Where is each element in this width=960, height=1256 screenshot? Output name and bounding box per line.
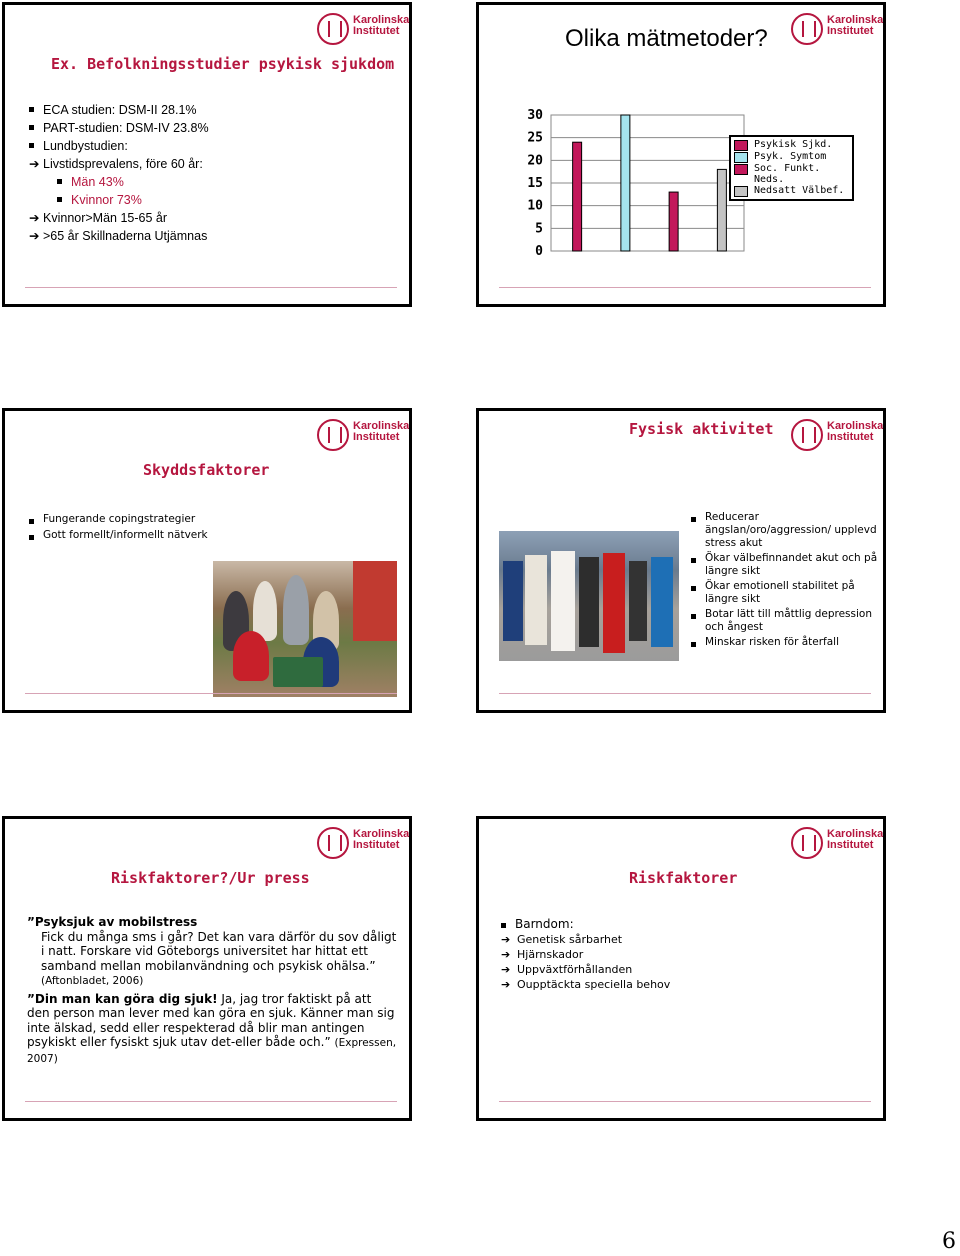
seal-icon xyxy=(791,13,823,45)
slide-content xyxy=(29,101,209,245)
slide-title: Riskfaktorer?/Ur press xyxy=(111,869,310,887)
arrow-icon: ➔ xyxy=(501,948,511,961)
bar-4 xyxy=(717,169,726,251)
logo-text: Karolinska Institutet xyxy=(353,14,410,37)
quote-text: Fick du många sms i går? Det kan vara därför du sov dåligt i natt. Forskare vid Göteborgs universitet har hittat ett samband mellan mobilanvändning och psykisk ohälsa.” (Aftonbladet, 2006) xyxy=(41,929,397,987)
slide-skyddsfaktorer xyxy=(2,408,412,713)
seal-icon xyxy=(791,419,823,451)
karolinska-logo xyxy=(791,11,884,49)
y-tick-label: 30 xyxy=(527,108,543,123)
list-item: Gott formellt/informellt nätverk xyxy=(29,529,208,542)
footer-divider xyxy=(499,693,871,694)
list-item: Minskar risken för återfall xyxy=(691,636,881,649)
legend-swatch xyxy=(734,186,748,197)
karolinska-logo xyxy=(791,417,884,455)
footer-divider xyxy=(499,1101,871,1102)
seal-icon xyxy=(791,827,823,859)
sub-item: ➔ Kvinnor>Män 15-65 år xyxy=(29,211,168,225)
y-tick-label: 15 xyxy=(527,176,543,191)
slide-riskfaktorer-press xyxy=(2,816,412,1121)
slide-befolkningsstudier xyxy=(2,2,412,307)
chart-legend xyxy=(729,135,854,201)
photo-runners xyxy=(499,531,679,661)
list-item: Ökar emotionell stabilitet på längre sikt xyxy=(691,580,881,606)
legend-swatch xyxy=(734,164,748,175)
legend-swatch xyxy=(734,152,748,163)
list-item: Fungerande copingstrategier xyxy=(29,513,208,526)
sub-item: ➔ Uppväxtförhållanden xyxy=(501,963,633,976)
list-item: Barndom: xyxy=(501,917,670,932)
logo-text: Karolinska Institutet xyxy=(353,828,410,851)
slide-title: Ex. Befolkningsstudier psykisk sjukdom xyxy=(51,55,395,73)
quote-heading: ”Psyksjuk av mobilstress xyxy=(27,915,198,929)
y-tick-label: 20 xyxy=(527,153,543,169)
list-item: Kvinnor 73% xyxy=(57,191,209,209)
sub-item: ➔ Oupptäckta speciella behov xyxy=(501,978,671,991)
page-number: 6 xyxy=(942,1229,956,1254)
arrow-icon: ➔ xyxy=(29,157,40,171)
quote-text: ”Din man kan göra dig sjuk! Ja, jag tror faktiskt på att den person man lever med kan göra en sjuk. Känner man sig inte älskad, sedd eller respekterad då blir man antingen psykiskt eller fysiskt sjuk utav det-eller både och.” (Expressen, 2007) xyxy=(27,991,397,1065)
footer-divider xyxy=(25,693,397,694)
slide-title: Fysisk aktivitet xyxy=(629,420,774,438)
arrow-icon: ➔ xyxy=(501,963,511,976)
legend-item: Soc. Funkt. Neds. xyxy=(734,163,849,185)
photo-card-players xyxy=(213,561,397,697)
legend-item: Psyk. Symtom xyxy=(734,151,849,163)
seal-icon xyxy=(317,827,349,859)
y-tick-label: 0 xyxy=(535,244,543,259)
sub-item: ➔ Genetisk sårbarhet xyxy=(501,933,623,946)
karolinska-logo xyxy=(791,825,884,863)
bullet-list xyxy=(29,513,208,545)
karolinska-logo xyxy=(317,825,410,863)
seal-icon xyxy=(317,13,349,45)
bar-3 xyxy=(669,192,678,251)
sub-item: ➔ Hjärnskador xyxy=(501,948,584,961)
slide-fysisk-aktivitet xyxy=(476,408,886,713)
footer-divider xyxy=(499,287,871,288)
bar-1 xyxy=(573,142,582,251)
slide-content xyxy=(501,917,670,992)
legend-item: Psykisk Sjkd. xyxy=(734,139,849,151)
y-tick-label: 5 xyxy=(535,221,543,237)
legend-item: Nedsatt Välbef. xyxy=(734,185,849,197)
karolinska-logo xyxy=(317,11,410,49)
list-item: ECA studien: DSM-II 28.1% xyxy=(29,101,209,119)
legend-swatch xyxy=(734,140,748,151)
slide-title: Riskfaktorer xyxy=(629,869,738,887)
slide-riskfaktorer xyxy=(476,816,886,1121)
bar-2 xyxy=(621,115,630,251)
list-item: PART-studien: DSM-IV 23.8% xyxy=(29,119,209,137)
footer-divider xyxy=(25,1101,397,1102)
footer-divider xyxy=(25,287,397,288)
slide-title: Skyddsfaktorer xyxy=(143,461,270,479)
press-quotes xyxy=(27,915,397,1066)
list-item: Män 43% xyxy=(57,173,209,191)
slide-matmetoder xyxy=(476,2,886,307)
bullet-list xyxy=(691,511,881,651)
list-item: Botar lätt till måttlig depression och ångest xyxy=(691,608,881,634)
list-item: Reducerar ängslan/oro/aggression/ upplevd stress akut xyxy=(691,511,881,550)
arrow-icon: ➔ xyxy=(501,978,511,991)
logo-text: Karolinska Institutet xyxy=(827,420,884,443)
seal-icon xyxy=(317,419,349,451)
logo-text: Karolinska Institutet xyxy=(827,828,884,851)
list-item: Ökar välbefinnandet akut och på längre sikt xyxy=(691,552,881,578)
sub-item: ➔ Livstidsprevalens, före 60 år: xyxy=(29,157,203,171)
bar-chart xyxy=(509,105,759,265)
y-tick-label: 10 xyxy=(527,198,543,214)
arrow-icon: ➔ xyxy=(501,933,511,946)
list-item: Lundbystudien: xyxy=(29,137,209,155)
sub-item: ➔ >65 år Skillnaderna Utjämnas xyxy=(29,229,208,243)
arrow-icon: ➔ xyxy=(29,211,40,225)
arrow-icon: ➔ xyxy=(29,229,40,243)
y-tick-label: 25 xyxy=(527,130,543,146)
logo-text: Karolinska Institutet xyxy=(353,420,410,443)
karolinska-logo xyxy=(317,417,410,455)
logo-text: Karolinska Institutet xyxy=(827,14,884,37)
slide-title: Olika mätmetoder? xyxy=(565,25,768,52)
